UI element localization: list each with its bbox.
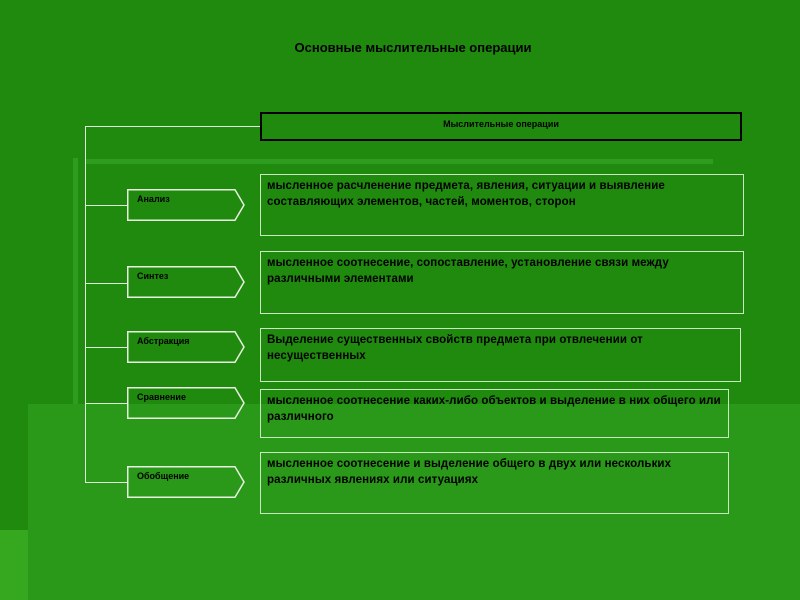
operation-label: Синтез: [137, 271, 169, 281]
background-bar-top: [85, 159, 713, 164]
description-generalization: мысленное соотнесение и выделение общего в двух или нескольких различных явлениях или ситуациях: [260, 452, 729, 514]
connector-abstraction: [85, 347, 127, 348]
operation-generalization: [127, 466, 245, 498]
background-strip-bottom-left: [0, 530, 28, 600]
connector-synthesis: [85, 283, 127, 284]
connector-generalization: [85, 482, 127, 483]
operation-label: Обобщение: [137, 471, 190, 481]
operation-label: Абстракция: [137, 336, 190, 346]
operation-comparison: [127, 387, 245, 419]
header-label: Мыслительные операции: [443, 119, 559, 129]
description-synthesis: мысленное соотнесение, сопоставление, установление связи между различными элементами: [260, 251, 744, 314]
operation-synthesis: [127, 266, 245, 298]
page-title: Основные мыслительные операции: [294, 40, 532, 55]
header-box: [260, 112, 742, 141]
connector-vertical: [85, 126, 86, 482]
description-comparison: мысленное соотнесение каких-либо объектов и выделение в них общего или различного: [260, 389, 729, 438]
connector-top: [85, 126, 260, 127]
description-abstraction: Выделение существенных свойств предмета при отвлечении от несущественных: [260, 328, 741, 382]
connector-comparison: [85, 403, 127, 404]
operation-analysis: [127, 189, 245, 221]
operation-abstraction: [127, 331, 245, 363]
operation-label: Сравнение: [137, 392, 186, 402]
connector-analysis: [85, 205, 127, 206]
operation-label: Анализ: [137, 194, 170, 204]
description-analysis: мысленное расчленение предмета, явления, ситуации и выявление составляющих элементов, частей, моментов, сторон: [260, 174, 744, 236]
